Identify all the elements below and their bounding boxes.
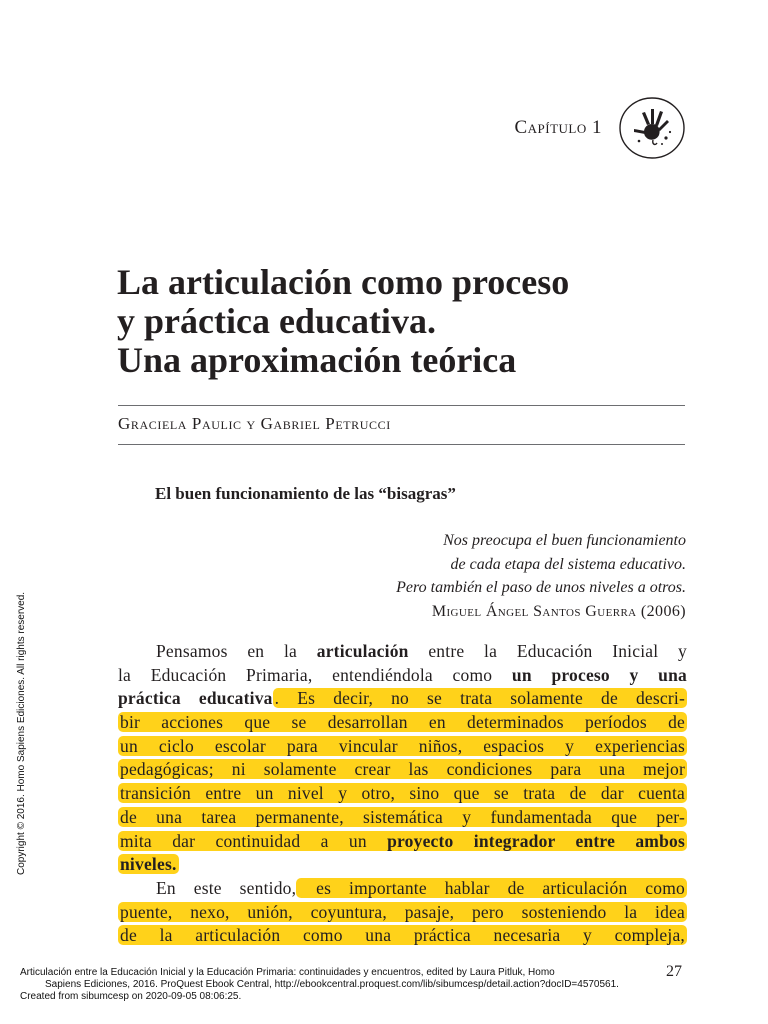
highlight: pedagógicas; ni solamente crear las condiciones para una mejor — [120, 759, 685, 780]
section-heading: El buen funcionamiento de las “bisagras” — [155, 484, 456, 503]
paragraph-line — [118, 853, 687, 877]
footer-line: Sapiens Ediciones, 2016. ProQuest Ebook Central, http://ebookcentral.proquest.com/lib/sibumcesp/detail.action?docID=4570561. — [45, 979, 619, 990]
text-run: la Educación Primaria, entendiéndola como — [118, 664, 512, 685]
epigraph-line: Pero también el paso de unos niveles a otros. — [396, 579, 686, 596]
body-text — [118, 640, 687, 948]
highlight: de una tarea permanente, sistemática y fundamentada que per- — [120, 806, 685, 827]
paragraph-line — [118, 830, 687, 854]
highlight: es importante hablar de articulación como — [298, 877, 685, 898]
chapter-title — [117, 263, 717, 380]
side-copyright: Copyright © 2016. Homo Sapiens Ediciones. All rights reserved. — [16, 591, 27, 875]
paragraph-line — [118, 806, 687, 830]
paragraph-line — [118, 735, 687, 759]
paragraph-line — [118, 782, 687, 806]
page-number: 27 — [666, 963, 682, 980]
title-line: y práctica educativa. — [117, 301, 436, 341]
paragraph-line — [118, 901, 687, 925]
paragraph-line — [118, 924, 687, 948]
paragraph-line — [118, 877, 687, 901]
epigraph-attribution: Miguel Ángel Santos Guerra (2006) — [431, 602, 686, 620]
handprint-icon — [618, 96, 686, 160]
footer-line: Articulación entre la Educación Inicial y la Educación Primaria: continuidades y encuentros, edited by Laura Pitluk, Homo — [20, 967, 555, 978]
highlight: bir acciones que se desarrollan en determinados períodos de — [120, 712, 685, 733]
epigraph-line: Nos preocupa el buen funcionamiento — [443, 532, 686, 549]
text-run: En este sentido, — [156, 877, 297, 898]
paragraph-line — [118, 758, 687, 782]
title-line: La articulación como proceso — [117, 262, 570, 302]
highlight: un ciclo escolar para vincular niños, espacios y experiencias — [120, 735, 685, 756]
epigraph-line: de cada etapa del sistema educativo. — [450, 555, 686, 573]
bold-term: proyecto integrador entre ambos — [387, 830, 685, 851]
bold-term: niveles. — [120, 854, 177, 875]
bold-term: un proceso y una — [511, 664, 687, 685]
text-run: mita dar continuidad a un — [120, 830, 388, 851]
chapter-label: Capítulo 1 — [514, 117, 602, 138]
epigraph — [396, 529, 686, 623]
divider-top — [118, 405, 685, 406]
footer-line: Created from sibumcesp on 2020-09-05 08:06:25. — [20, 991, 242, 1002]
authors-line: Graciela Paulic y Gabriel Petrucci — [118, 414, 391, 433]
paragraph-line — [118, 711, 687, 735]
highlight — [118, 831, 687, 851]
highlight — [118, 854, 179, 874]
paragraph-line — [118, 664, 687, 688]
bold-term: articulación — [316, 641, 409, 661]
bold-term: práctica educativa — [118, 688, 273, 709]
highlight: de la articulación como una práctica necesaria y compleja, — [120, 925, 685, 946]
highlight: . Es decir, no se trata solamente de descri- — [274, 688, 685, 709]
highlight: transición entre un nivel y otro, sino que se trata de dar cuenta — [120, 783, 685, 804]
text-run: entre la Educación Inicial y — [408, 641, 687, 661]
divider-bottom — [118, 444, 685, 445]
title-line: Una aproximación teórica — [117, 340, 517, 380]
highlight: puente, nexo, unión, coyuntura, pasaje, pero sosteniendo la idea — [120, 901, 685, 922]
paragraph-line — [118, 687, 687, 711]
footer-citation — [20, 967, 670, 1003]
text-run: Pensamos en la — [156, 641, 317, 661]
paragraph-line — [118, 640, 687, 664]
